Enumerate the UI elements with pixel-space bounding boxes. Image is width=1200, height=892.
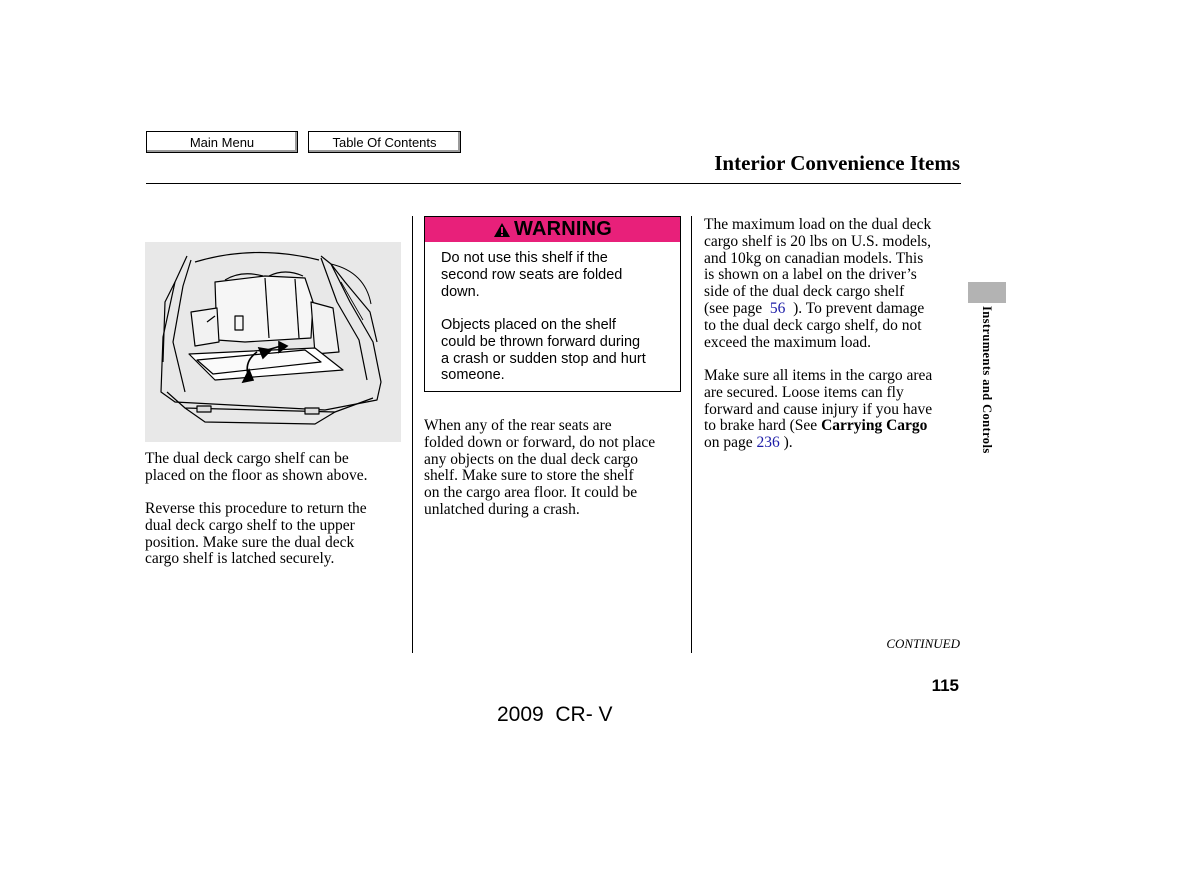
page-56-link[interactable]: 56 [769,299,786,317]
section-tab-label: Instruments and Controls [980,306,994,454]
secure-items-paragraph: Make sure all items in the cargo area are secured. Loose items can fly forward and cause injury if you have to brake hard (See Carrying Cargo on page 236 ). [704,367,933,452]
warning-text-2: Objects placed on the shelf could be thrown forward during a crash or sudden stop and hurt someone. [441,317,646,384]
section-tab-marker [968,282,1006,303]
rear-seats-paragraph: When any of the rear seats are folded down or forward, do not place any objects on the dual deck cargo shelf. Make sure to store the shelf on the cargo area floor. It could be unlatched during a crash. [424,417,656,518]
warning-box [424,216,681,392]
warning-triangle-icon [493,222,511,238]
max-load-paragraph: The maximum load on the dual deck cargo shelf is 20 lbs on U.S. models, and 10kg on canadian models. This is shown on a label on the driver’s side of the dual deck cargo shelf (see page 56 ). To prevent damage to the dual deck cargo shelf, do not exceed the maximum load. [704,216,932,351]
model-footer: 2009 CR- V [497,703,613,726]
cargo-shelf-illustration [145,242,401,442]
page-236-link[interactable]: 236 [756,434,780,452]
table-of-contents-button[interactable]: Table Of Contents [308,131,461,153]
warning-label: WARNING [513,218,613,240]
page-number: 115 [931,676,959,695]
column-divider-2 [691,216,692,653]
column-divider-1 [412,216,413,653]
warning-banner [425,217,680,242]
header-divider [146,183,961,184]
page-title: Interior Convenience Items [714,151,960,175]
reverse-procedure-paragraph: Reverse this procedure to return the dual deck cargo shelf to the upper position. Make sure the dual deck cargo shelf is latched securely. [145,500,367,568]
carrying-cargo-reference: Carrying Cargo [821,417,928,435]
main-menu-button[interactable]: Main Menu [146,131,298,153]
continued-label: CONTINUED [886,636,960,651]
shelf-floor-paragraph: The dual deck cargo shelf can be placed on the floor as shown above. [145,450,368,484]
warning-text-1: Do not use this shelf if the second row seats are folded down. [441,250,623,300]
